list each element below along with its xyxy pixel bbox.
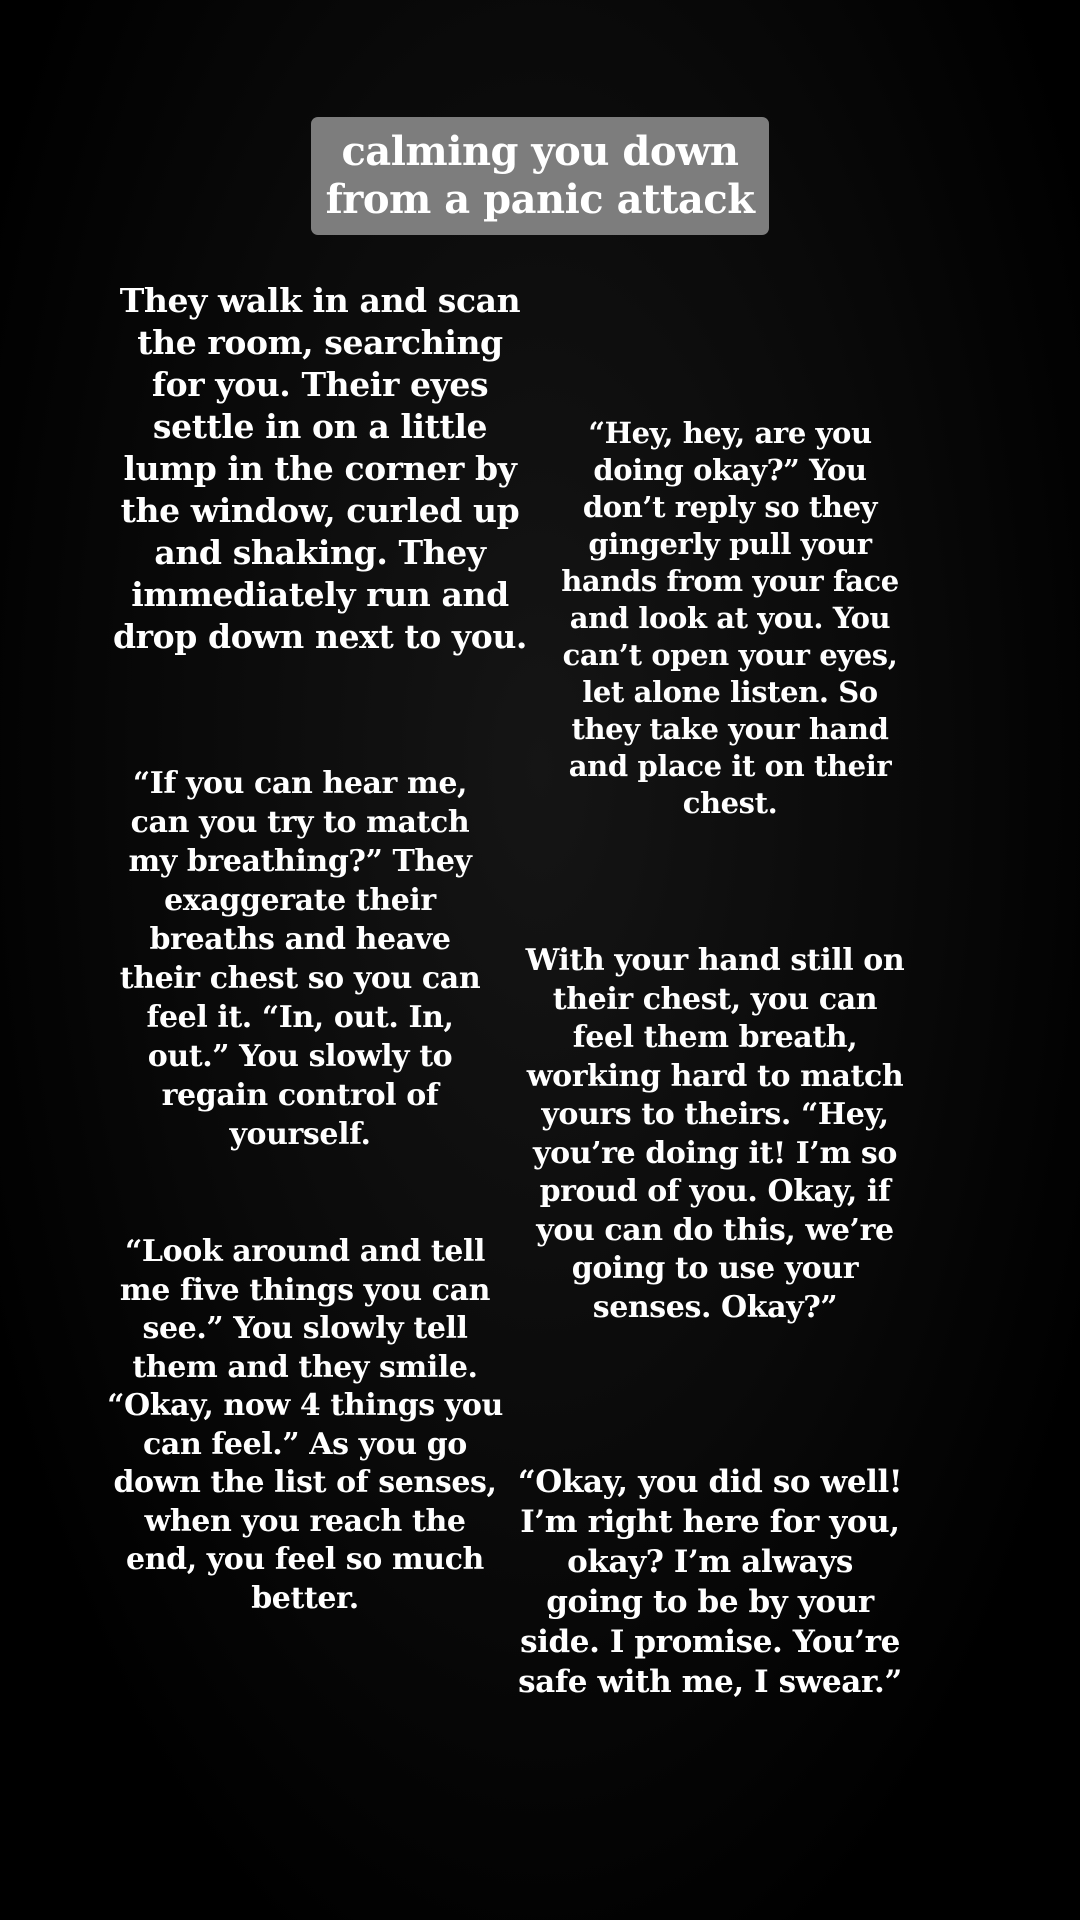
paragraph-1: They walk in and scan the room, searching for you. Their eyes settle in on a little lump in the corner by the window, curled up and shaking. They immediately run and drop down next to you. [112,281,527,656]
paragraph-3: “If you can hear me, can you try to match my breathing?” They exaggerate their breaths and heave their chest so you can feel it. “In, out. In, out.” You slowly to regain control of yourself. [119,766,481,1152]
paragraph-4: With your hand still on their chest, you can feel them breath, working hard to match yours to theirs. “Hey, you’re doing it! I’m so proud of you. Okay, if you can do this, we’re going to use your senses. Okay?” [525,943,905,1325]
page-title: calming you down from a panic attack [325,128,755,223]
paragraph-5: “Look around and tell me five things you can see.” You slowly tell them and they smile. “Okay, now 4 things you can feel.” As you go down the list of senses, when you reach the end, you feel so much better. [107,1234,503,1616]
paragraph-2: “Hey, hey, are you doing okay?” You don’t reply so they gingerly pull your hands from your face and look at you. You can’t open your eyes, let alone listen. So they take your hand and place it on their chest. [561,416,899,820]
title-banner [311,117,769,235]
paragraph-6: “Okay, you did so well! I’m right here for you, okay? I’m always going to be by your side. I promise. You’re safe with me, I swear.” [517,1464,903,1700]
